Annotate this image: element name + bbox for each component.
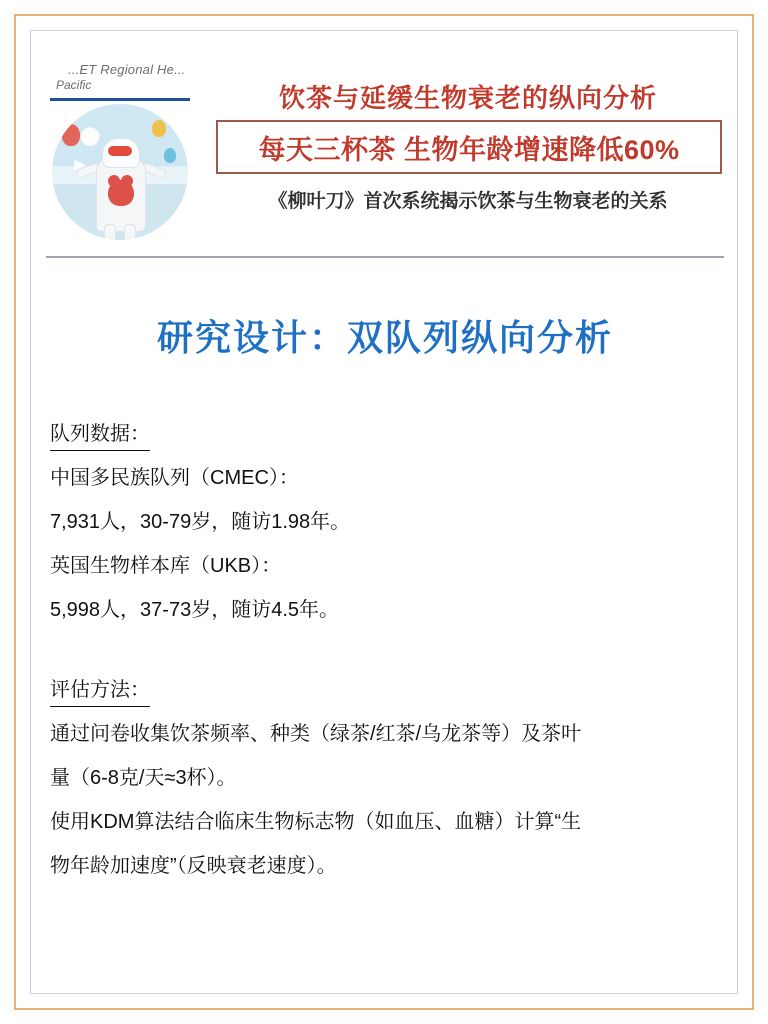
heart-icon (108, 180, 134, 206)
balloon-icon (164, 148, 176, 163)
logo-line1: ...ET Regional He... (68, 62, 186, 77)
robot-leg-right (124, 224, 136, 240)
poster-title: 饮茶与延缓生物衰老的纵向分析 (278, 83, 657, 113)
assessment-method-line: 通过问卷收集饮茶频率、种类（绿茶/红茶/乌龙茶等）及茶叶 (50, 723, 582, 745)
block-heading-row (50, 668, 714, 712)
header-divider (46, 256, 724, 258)
poster-header (46, 48, 724, 248)
cohort-data-line: 7,931人，30-79岁，随访1.98年。 (50, 511, 351, 533)
robot-illustration-icon (52, 104, 188, 240)
cohort-data-heading: 队列数据： (50, 419, 150, 451)
assessment-method-line: 量（6-8克/天≈3杯）。 (50, 767, 237, 789)
cohort-data-line: 中国多民族队列（CMEC）： (50, 467, 299, 489)
headline-banner-text: 每天三杯茶 生物年龄增速降低60% (258, 134, 680, 165)
content-body (50, 412, 714, 888)
cohort-data-line: 5,998人，37-73岁，随访4.5年。 (50, 599, 340, 621)
block-assessment-method (50, 668, 714, 888)
logo-text-area (46, 54, 194, 104)
organization-logo (46, 54, 194, 244)
assessment-method-line: 物年龄加速度”（反映衰老速度）。 (50, 855, 337, 877)
block-heading-row (50, 412, 714, 456)
block-cohort-data (50, 412, 714, 632)
section-title: 研究设计：双队列纵向分析 (156, 317, 613, 358)
assessment-method-heading: 评估方法： (50, 675, 150, 707)
logo-line2: Pacific (56, 78, 92, 92)
cohort-data-line: 英国生物样本库（UKB）： (50, 555, 282, 577)
robot-leg-left (104, 224, 116, 240)
balloon-icon (152, 120, 166, 137)
assessment-method-line: 使用KDM算法结合临床生物标志物（如血压、血糖）计算“生 (50, 811, 582, 833)
block-spacer (50, 632, 714, 668)
robot-visor (108, 146, 132, 156)
balloon-icon (62, 124, 80, 146)
headline-banner (216, 120, 722, 174)
logo-divider (50, 98, 190, 101)
poster-subtitle: 《柳叶刀》首次系统揭示饮茶与生物衰老的关系 (268, 191, 668, 212)
